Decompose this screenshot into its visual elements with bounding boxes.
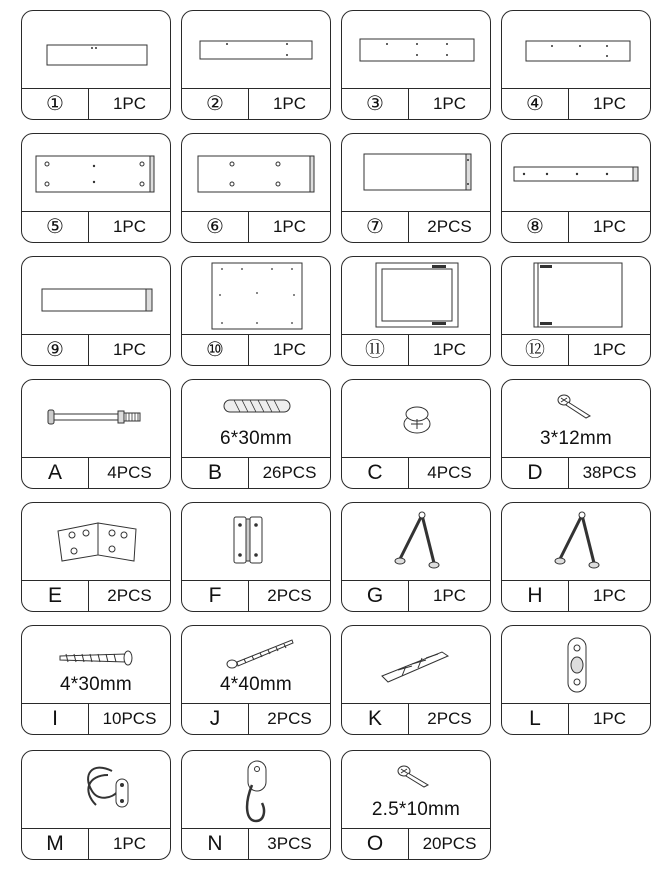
hinge-icon — [22, 503, 170, 581]
part-quantity: 1PC — [592, 709, 627, 728]
part-card-2 — [181, 10, 331, 120]
part-label: G — [342, 581, 409, 611]
part-card-10 — [181, 256, 331, 366]
board-3-image — [342, 11, 490, 89]
part-card-m — [21, 750, 171, 860]
hinge-icon — [182, 503, 330, 581]
part-card-h — [501, 502, 651, 612]
part-quantity: 1PC — [112, 217, 147, 236]
part-quantity: 2PCS — [267, 586, 312, 605]
part-label: ④ — [502, 89, 569, 119]
board-12-image — [502, 257, 650, 335]
part-card-k — [341, 625, 491, 735]
part-quantity: 2PCS — [427, 217, 472, 236]
part-label: C — [342, 458, 409, 488]
part-size: 2.5*10mm — [371, 799, 461, 820]
part-label: ⑨ — [22, 335, 89, 365]
part-quantity: 1PC — [592, 340, 627, 359]
part-label: M — [22, 829, 89, 859]
part-label: ⑪ — [342, 335, 409, 365]
part-quantity: 1PC — [432, 94, 467, 113]
part-label: O — [342, 829, 409, 859]
board-11-image — [342, 257, 490, 335]
part-card-11 — [341, 256, 491, 366]
part-card-a — [21, 379, 171, 489]
board-5-image — [22, 134, 170, 212]
part-card-4 — [501, 10, 651, 120]
part-card-j — [181, 625, 331, 735]
part-label: ⑦ — [342, 212, 409, 242]
cam-lock-icon — [342, 380, 490, 458]
part-size: 4*30mm — [60, 674, 132, 695]
folding-stay-icon — [502, 503, 650, 581]
part-card-g — [341, 502, 491, 612]
hook-icon — [182, 751, 330, 829]
part-label: I — [22, 704, 89, 734]
part-label: ⑥ — [182, 212, 249, 242]
part-card-3 — [341, 10, 491, 120]
part-card-f — [181, 502, 331, 612]
part-quantity: 2PCS — [427, 709, 472, 728]
part-quantity: 4PCS — [107, 463, 152, 482]
part-label: L — [502, 704, 569, 734]
board-6-image — [182, 134, 330, 212]
part-card-n — [181, 750, 331, 860]
part-label: ③ — [342, 89, 409, 119]
part-card-i — [21, 625, 171, 735]
part-card-e — [21, 502, 171, 612]
part-quantity: 1PC — [112, 340, 147, 359]
part-quantity: 20PCS — [422, 834, 477, 853]
part-card-l — [501, 625, 651, 735]
part-card-o — [341, 750, 491, 860]
part-size: 3*12mm — [540, 428, 612, 449]
folding-stay-icon — [342, 503, 490, 581]
part-quantity: 1PC — [272, 217, 307, 236]
board-4-image — [502, 11, 650, 89]
part-label: B — [182, 458, 249, 488]
part-card-c — [341, 379, 491, 489]
part-size: 4*40mm — [220, 674, 292, 695]
part-quantity: 1PC — [592, 94, 627, 113]
part-quantity: 1PC — [592, 586, 627, 605]
board-8-image — [502, 134, 650, 212]
board-9-image — [22, 257, 170, 335]
part-quantity: 1PC — [432, 340, 467, 359]
part-quantity: 1PC — [272, 340, 307, 359]
part-quantity: 26PCS — [262, 463, 317, 482]
double-hook-icon — [22, 751, 170, 829]
part-card-8 — [501, 133, 651, 243]
part-quantity: 1PC — [432, 586, 467, 605]
board-7-image — [342, 134, 490, 212]
part-label: ⑫ — [502, 335, 569, 365]
part-label: N — [182, 829, 249, 859]
part-size: 6*30mm — [220, 428, 292, 449]
part-quantity: 2PCS — [107, 586, 152, 605]
part-card-7 — [341, 133, 491, 243]
part-label: F — [182, 581, 249, 611]
part-card-b — [181, 379, 331, 489]
wall-anchor-icon — [342, 626, 490, 704]
part-label: D — [502, 458, 569, 488]
part-label: H — [502, 581, 569, 611]
part-quantity: 10PCS — [102, 709, 157, 728]
part-card-1 — [21, 10, 171, 120]
part-quantity: 1PC — [272, 94, 307, 113]
board-1-image — [22, 11, 170, 89]
part-label: J — [182, 704, 249, 734]
part-quantity: 1PC — [592, 217, 627, 236]
part-card-5 — [21, 133, 171, 243]
part-quantity: 3PCS — [267, 834, 312, 853]
bracket-icon — [502, 626, 650, 704]
part-label: E — [22, 581, 89, 611]
cam-bolt-icon — [22, 380, 170, 458]
part-card-d — [501, 379, 651, 489]
part-quantity: 1PC — [112, 834, 147, 853]
part-label: ⑩ — [182, 335, 249, 365]
part-label: ① — [22, 89, 89, 119]
part-label: ⑤ — [22, 212, 89, 242]
board-2-image — [182, 11, 330, 89]
part-quantity: 4PCS — [427, 463, 472, 482]
part-quantity: 1PC — [112, 94, 147, 113]
part-label: K — [342, 704, 409, 734]
part-card-9 — [21, 256, 171, 366]
board-10-image — [182, 257, 330, 335]
part-quantity: 2PCS — [267, 709, 312, 728]
part-label: A — [22, 458, 89, 488]
part-label: ② — [182, 89, 249, 119]
part-card-6 — [181, 133, 331, 243]
part-card-12 — [501, 256, 651, 366]
part-label: ⑧ — [502, 212, 569, 242]
part-quantity: 38PCS — [582, 463, 637, 482]
